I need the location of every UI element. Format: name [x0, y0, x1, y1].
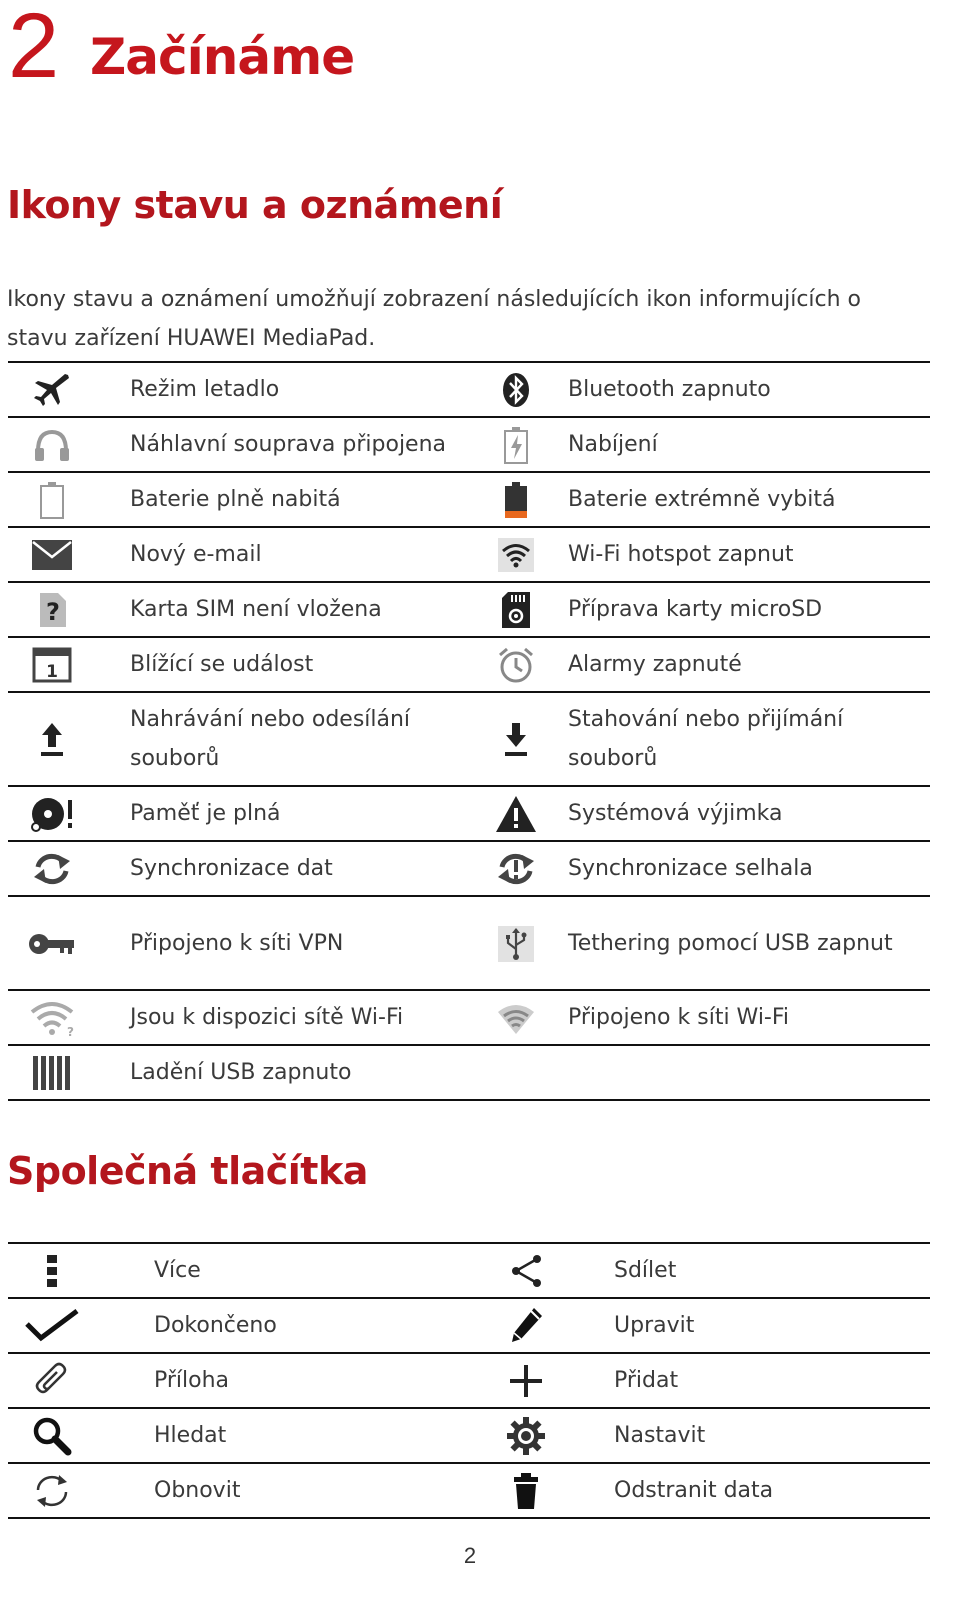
table-row — [8, 1045, 930, 1100]
vpn-key-icon — [28, 930, 76, 958]
item-label: Jsou k dispozici sítě Wi-Fi — [96, 990, 470, 1045]
battery-low-icon — [502, 481, 530, 519]
item-label: Blížící se událost — [96, 637, 470, 692]
table-row — [8, 1463, 930, 1518]
table-row — [8, 786, 930, 841]
table-row — [8, 1243, 930, 1298]
table-row — [8, 637, 930, 692]
item-label: Bluetooth zapnuto — [562, 362, 930, 417]
memory-full-icon — [28, 794, 76, 834]
item-label: Připojeno k síti Wi-Fi — [562, 990, 930, 1045]
no-sim-icon — [36, 592, 68, 628]
battery-full-icon — [38, 481, 66, 519]
item-label: Příloha — [96, 1353, 470, 1408]
chapter-number: 2 — [8, 0, 60, 97]
attachment-icon — [33, 1362, 71, 1400]
refresh-icon — [32, 1472, 72, 1510]
done-icon — [23, 1308, 81, 1344]
delete-icon — [513, 1472, 539, 1510]
table-row — [8, 896, 930, 990]
item-label: Wi-Fi hotspot zapnut — [562, 527, 930, 582]
item-label: Upravit — [582, 1298, 930, 1353]
item-label: Paměť je plná — [96, 786, 470, 841]
table-row — [8, 417, 930, 472]
add-icon — [508, 1363, 544, 1399]
item-label: Alarmy zapnuté — [562, 637, 930, 692]
airplane-icon — [32, 372, 72, 408]
upload-icon — [37, 719, 67, 759]
status-section-heading: Ikony stavu a oznámení — [7, 183, 503, 227]
edit-icon — [508, 1306, 544, 1346]
item-label: Karta SIM není vložena — [96, 582, 470, 637]
item-label: Baterie plně nabitá — [96, 472, 470, 527]
headset-icon — [32, 427, 72, 463]
svg-text:?: ? — [67, 1024, 74, 1038]
alarm-icon — [497, 646, 535, 684]
bluetooth-icon — [500, 371, 532, 409]
item-label: Příprava karty microSD — [562, 582, 930, 637]
sync-failed-icon — [494, 851, 538, 887]
common-buttons-table — [8, 1242, 930, 1519]
more-icon — [45, 1253, 59, 1289]
table-row — [8, 692, 930, 786]
page-number: 2 — [463, 1543, 477, 1568]
usb-debug-icon — [31, 1053, 73, 1093]
table-row — [8, 990, 930, 1045]
charging-icon — [502, 426, 530, 464]
item-label: Nahrávání nebo odesílání souborů — [96, 692, 470, 786]
warning-icon — [494, 794, 538, 834]
table-row — [8, 527, 930, 582]
item-label: Více — [96, 1243, 470, 1298]
item-label: Odstranit data — [582, 1463, 930, 1518]
table-row — [8, 472, 930, 527]
settings-icon — [506, 1416, 546, 1456]
item-label: Režim letadlo — [96, 362, 470, 417]
share-icon — [508, 1253, 544, 1289]
chapter-title: Začínáme — [90, 28, 355, 86]
table-row — [8, 362, 930, 417]
microsd-icon — [500, 591, 532, 629]
email-icon — [31, 539, 73, 571]
item-label: Ladění USB zapnuto — [96, 1045, 470, 1100]
item-label: Dokončeno — [96, 1298, 470, 1353]
item-label: Synchronizace selhala — [562, 841, 930, 896]
usb-tether-icon — [497, 925, 535, 963]
item-label: Synchronizace dat — [96, 841, 470, 896]
download-icon — [501, 719, 531, 759]
item-label: Přidat — [582, 1353, 930, 1408]
item-label: Nastavit — [582, 1408, 930, 1463]
common-section-heading: Společná tlačítka — [7, 1149, 368, 1193]
item-label: Hledat — [96, 1408, 470, 1463]
item-label: Systémová výjimka — [562, 786, 930, 841]
sync-icon — [30, 851, 74, 887]
status-icons-table — [8, 361, 930, 1101]
wifi-connected-icon — [496, 1000, 536, 1036]
item-label: Baterie extrémně vybitá — [562, 472, 930, 527]
item-label: Obnovit — [96, 1463, 470, 1518]
calendar-icon — [32, 647, 72, 683]
item-label: Nový e-mail — [96, 527, 470, 582]
item-label: Tethering pomocí USB zapnut — [562, 896, 930, 990]
svg-text:?: ? — [46, 598, 60, 626]
table-row — [8, 841, 930, 896]
item-label — [562, 1045, 930, 1100]
item-label: Připojeno k síti VPN — [96, 896, 470, 990]
table-row — [8, 1353, 930, 1408]
search-icon — [32, 1416, 72, 1456]
item-label: Stahování nebo přijímání souborů — [562, 692, 930, 786]
table-row — [8, 582, 930, 637]
status-section-intro: Ikony stavu a oznámení umožňují zobrazení následujících ikon informujících o stavu zařízení HUAWEI MediaPad. — [7, 287, 862, 351]
item-label: Náhlavní souprava připojena — [96, 417, 470, 472]
svg-text:1: 1 — [46, 662, 58, 682]
table-row — [8, 1408, 930, 1463]
wifi-hotspot-icon — [497, 537, 535, 573]
item-label: Nabíjení — [562, 417, 930, 472]
table-row — [8, 1298, 930, 1353]
item-label: Sdílet — [582, 1243, 930, 1298]
wifi-available-icon — [28, 998, 76, 1038]
